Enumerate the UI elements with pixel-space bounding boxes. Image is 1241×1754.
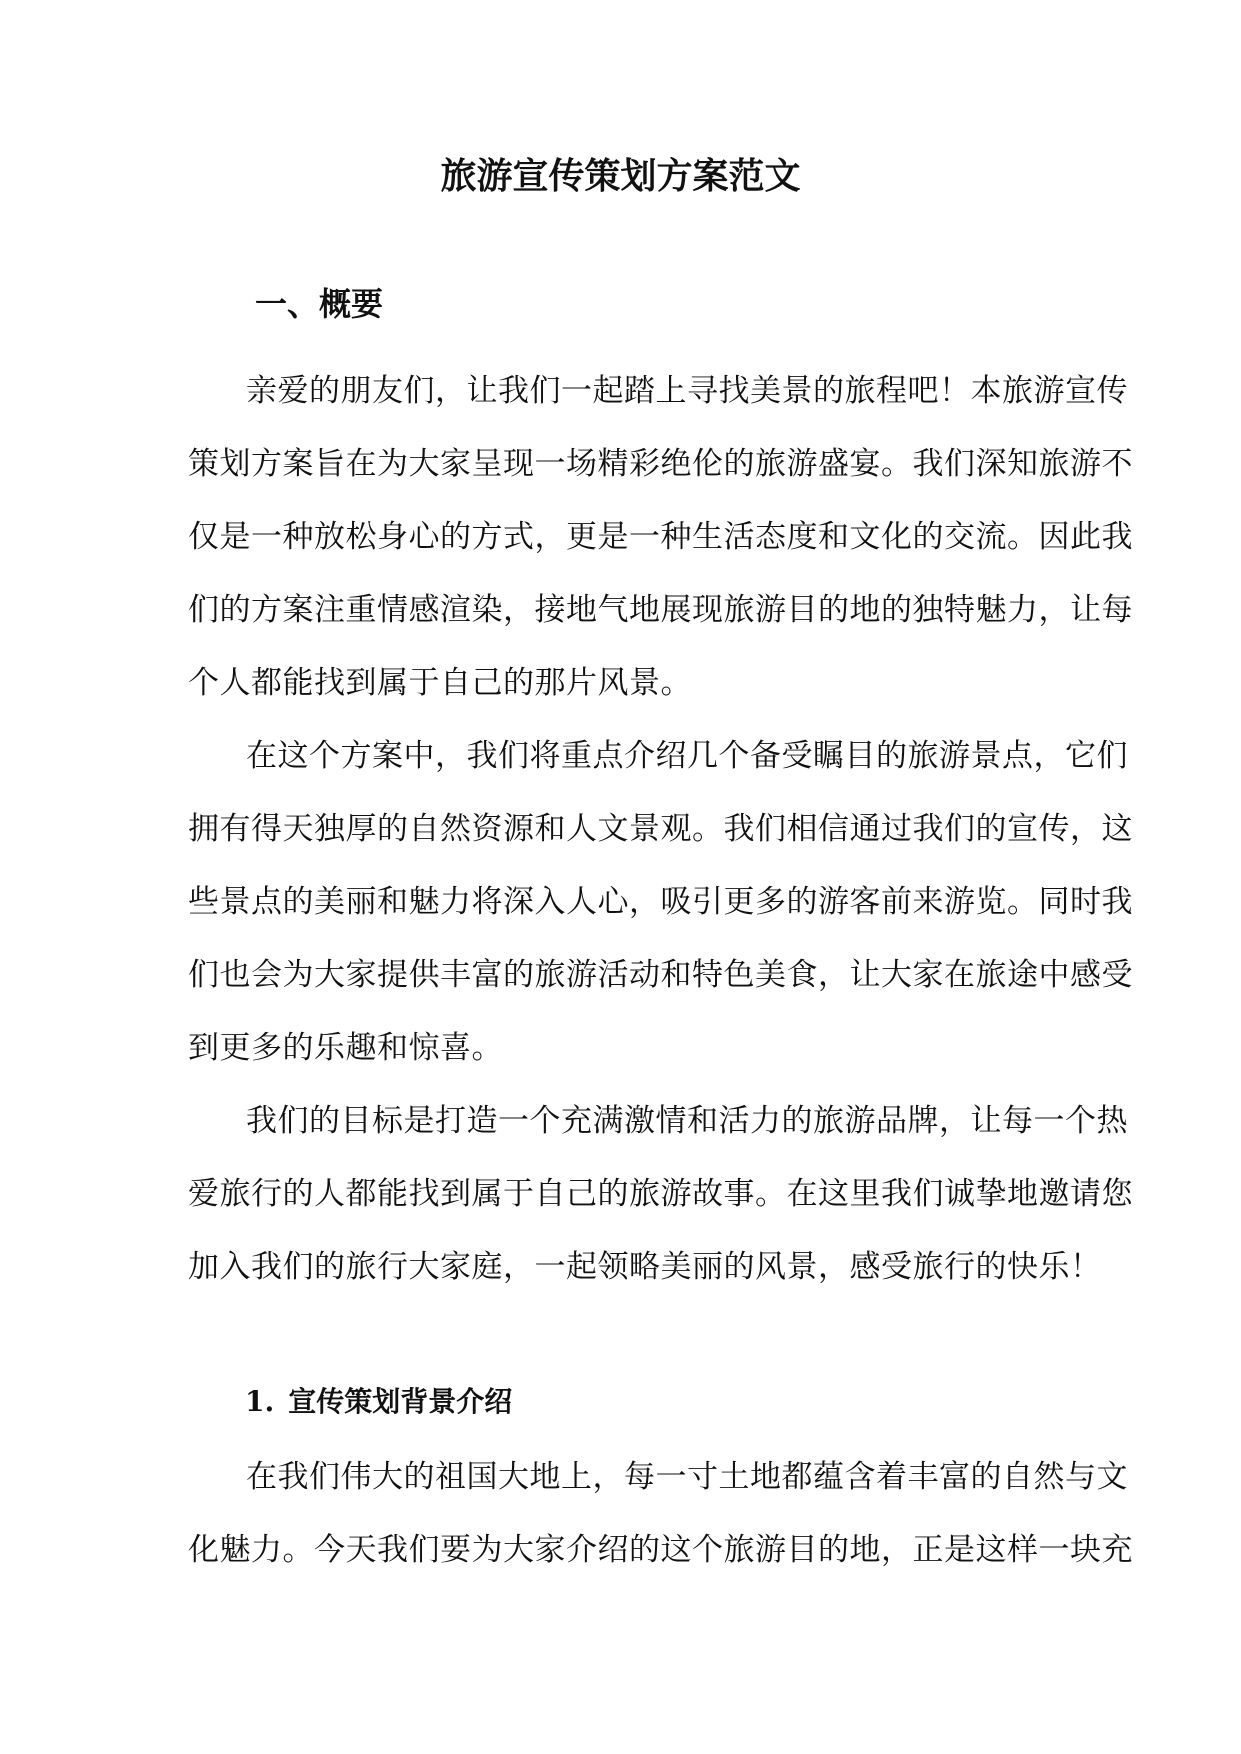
paragraph-line: 亲爱的朋友们，让我们一起踏上寻找美景的旅程吧！本旅游宣传 bbox=[246, 373, 1128, 409]
paragraph-line: 策划方案旨在为大家呈现一场精彩绝伦的旅游盛宴。我们深知旅游不 bbox=[188, 446, 1133, 482]
subsection-heading-background bbox=[245, 1380, 512, 1424]
paragraph-line: 们的方案注重情感渲染，接地气地展现旅游目的地的独特魅力，让每 bbox=[188, 592, 1133, 628]
paragraph-line: 在这个方案中，我们将重点介绍几个备受瞩目的旅游景点，它们 bbox=[246, 738, 1128, 774]
paragraph-line: 到更多的乐趣和惊喜。 bbox=[188, 1030, 503, 1066]
subsection-number: 1. bbox=[245, 1385, 275, 1418]
paragraph-line: 化魅力。今天我们要为大家介绍的这个旅游目的地，正是这样一块充 bbox=[188, 1532, 1133, 1568]
paragraph-line: 在我们伟大的祖国大地上，每一寸土地都蕴含着丰富的自然与文 bbox=[246, 1459, 1128, 1495]
paragraph-line: 爱旅行的人都能找到属于自己的旅游故事。在这里我们诚挚地邀请您 bbox=[188, 1176, 1133, 1212]
paragraph-line: 们也会为大家提供丰富的旅游活动和特色美食，让大家在旅途中感受 bbox=[188, 957, 1133, 993]
section-heading-overview: 一、概要 bbox=[255, 285, 384, 323]
document-title: 旅游宣传策划方案范文 bbox=[440, 155, 801, 197]
paragraph-line: 仅是一种放松身心的方式，更是一种生活态度和文化的交流。因此我 bbox=[188, 519, 1133, 555]
paragraph-line: 些景点的美丽和魅力将深入人心，吸引更多的游客前来游览。同时我 bbox=[188, 884, 1133, 920]
paragraph-attractions bbox=[188, 720, 1133, 1085]
paragraph-line: 拥有得天独厚的自然资源和人文景观。我们相信通过我们的宣传，这 bbox=[188, 811, 1133, 847]
subsection-title: 宣传策划背景介绍 bbox=[288, 1385, 513, 1418]
paragraph-line: 加入我们的旅行大家庭，一起领略美丽的风景，感受旅行的快乐！ bbox=[188, 1249, 1102, 1285]
paragraph-line: 个人都能找到属于自己的那片风景。 bbox=[188, 665, 692, 701]
paragraph-intro bbox=[188, 355, 1133, 720]
paragraph-line: 我们的目标是打造一个充满激情和活力的旅游品牌，让每一个热 bbox=[246, 1103, 1128, 1139]
paragraph-goal bbox=[188, 1085, 1133, 1304]
paragraph-background bbox=[188, 1441, 1133, 1587]
